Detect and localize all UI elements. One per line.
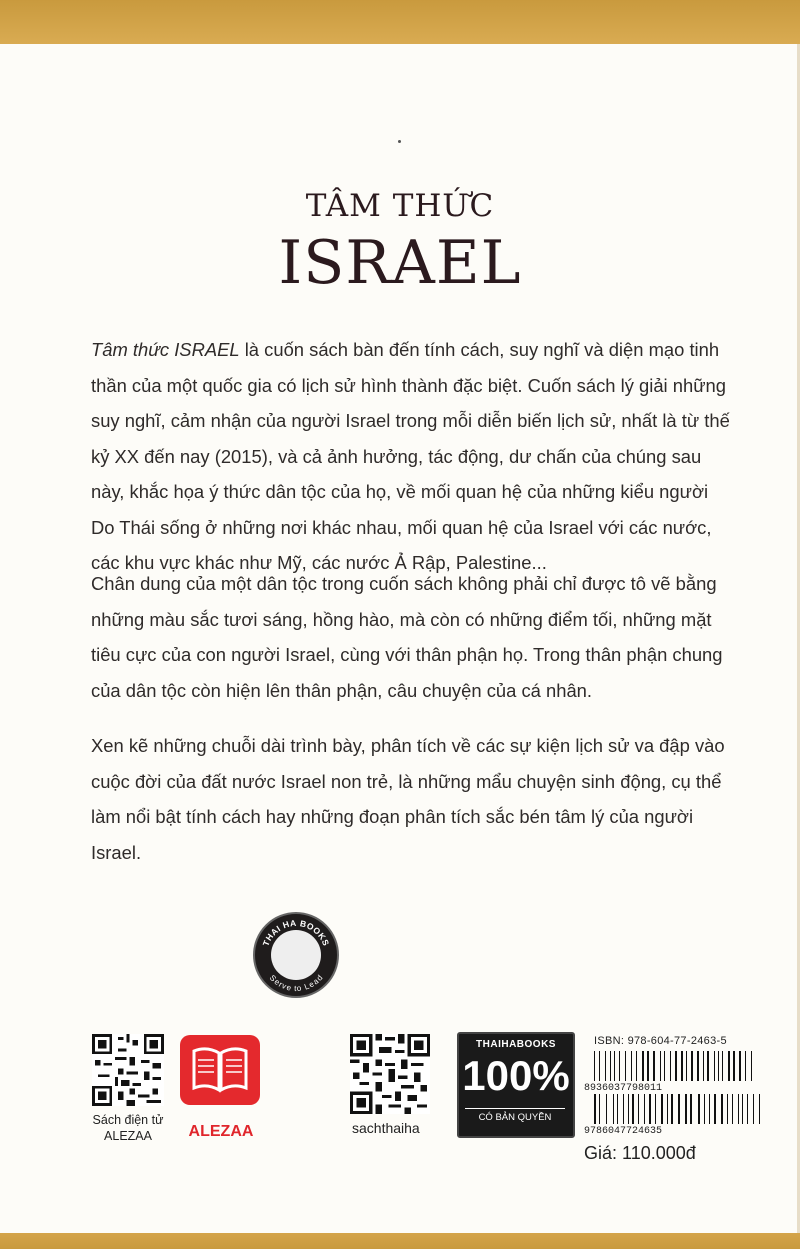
open-book-icon <box>180 1035 260 1105</box>
barcode-bar <box>667 1094 668 1124</box>
alezaa-qr-code[interactable] <box>92 1034 164 1106</box>
barcode-bar <box>681 1051 683 1081</box>
barcode-bar <box>599 1094 600 1124</box>
barcode-bar <box>631 1051 632 1081</box>
description-paragraph-1 <box>91 332 731 581</box>
ornament-dot <box>398 140 401 143</box>
barcode-bar <box>704 1094 705 1124</box>
barcode-bar <box>714 1051 715 1081</box>
svg-text:Serve to Lead <box>268 973 325 993</box>
barcode-bar <box>636 1051 637 1081</box>
description-paragraph-3: Xen kẽ những chuỗi dài trình bày, phân tích về các sự kiện lịch sử va đập vào cuộc đời của đất nước Israel non trẻ, là những mẩu chuyện sinh động, cụ thể làm nổi bật tính cách hay những đoạn phân tích sắc bén tâm lý của người Israel. <box>91 735 725 863</box>
isbn-number: ISBN: 978-604-77-2463-5 <box>594 1035 727 1047</box>
seal-top-text: THAI HA BOOKS <box>260 917 332 948</box>
barcode-bar <box>655 1094 656 1124</box>
barcode-bar <box>697 1051 699 1081</box>
sachthaiha-qr-code[interactable] <box>350 1034 430 1114</box>
alezaa-app-icon[interactable] <box>180 1035 260 1105</box>
paragraph-1-text: là cuốn sách bàn đến tính cách, suy nghĩ và diện mạo tinh thần của một quốc gia có lịch sử hình thành đặc biệt. Cuốn sách lý giải những suy nghĩ, cảm nhận của người Israel trong mỗi diễn biến lịch sử, nhất là từ thế kỷ XX đến nay (2015), và cả ảnh hưởng, tác động, dư chấn của chúng sau này, khắc họa ý thức dân tộc của họ, về mối quan hệ của những kiểu người Do Thái sống ở những nơi khác nhau, mối quan hệ của Israel với các nước, các khu vực khác như Mỹ, các nước Ả Rập, Palestine... <box>91 339 730 573</box>
barcode-bar <box>747 1094 748 1124</box>
barcode-bar <box>675 1051 677 1081</box>
barcode-bar <box>617 1094 618 1124</box>
bottom-color-band <box>0 1233 800 1249</box>
barcode-bar <box>594 1051 595 1081</box>
barcode-bar <box>686 1051 687 1081</box>
barcode-bar <box>707 1051 709 1081</box>
isbn-barcode <box>580 1049 790 1135</box>
description-paragraph-2: Chân dung của một dân tộc trong cuốn sách không phải chỉ được tô vẽ bằng những màu sắc tươi sáng, hồng hào, mà còn có những điểm tối, những mặt tiêu cực của con người Israel, cùng với thân phận họ. Trong thân phận chung của dân tộc còn hiện lên thân phận, câu chuyện của cá nhân. <box>91 573 723 701</box>
barcode-bar <box>721 1094 723 1124</box>
badge-copyright-text: CÓ BẢN QUYỀN <box>465 1108 565 1123</box>
price-label: Giá: 110.000đ <box>584 1143 696 1163</box>
barcode-bar <box>660 1051 661 1081</box>
barcode-bar <box>610 1051 611 1081</box>
caption-line-1: Sách điện tử <box>92 1113 164 1127</box>
barcode-bar <box>742 1094 743 1124</box>
barcode-digits-top: 8936037798011 <box>584 1083 663 1094</box>
barcode-bar <box>632 1094 634 1124</box>
barcode-bar <box>732 1094 733 1124</box>
barcode-bar <box>664 1051 665 1081</box>
barcode-bar <box>691 1051 693 1081</box>
barcode-bar <box>709 1094 710 1124</box>
barcode-bar <box>733 1051 735 1081</box>
barcode-bar <box>619 1051 620 1081</box>
book-title-line1: TÂM THỨC <box>305 188 495 224</box>
barcode-bar <box>727 1094 728 1124</box>
svg-text:THAI HA BOOKS <box>261 918 332 948</box>
sachthaiha-qr-caption: sachthaiha <box>352 1120 420 1136</box>
barcode-bar <box>638 1094 639 1124</box>
barcode-bar <box>594 1094 596 1124</box>
barcode-bar <box>751 1051 752 1081</box>
seal-ring-text <box>255 914 337 996</box>
book-title-line2: ISRAEL <box>278 228 522 298</box>
alezaa-qr-caption <box>86 1112 170 1144</box>
barcode-bar <box>647 1051 649 1081</box>
barcode-bar <box>642 1051 644 1081</box>
barcode-digits-bottom: 9786047724635 <box>584 1126 663 1135</box>
alezaa-brand-text: ALEZAA <box>188 1123 254 1140</box>
barcode-bar <box>599 1051 600 1081</box>
barcode-bar <box>714 1094 716 1124</box>
barcode-bar <box>649 1094 651 1124</box>
barcode-bar <box>605 1051 606 1081</box>
barcode-bar <box>613 1094 614 1124</box>
barcode-bar <box>623 1094 624 1124</box>
badge-percent-text: 100% <box>462 1052 570 1099</box>
barcode-bar <box>685 1094 687 1124</box>
publisher-seal-logo <box>253 912 339 998</box>
barcode-bar <box>739 1051 741 1081</box>
barcode-bar <box>678 1094 680 1124</box>
barcode-bar <box>661 1094 663 1124</box>
barcode-bar <box>625 1051 626 1081</box>
barcode-bar <box>728 1051 730 1081</box>
barcode-bar <box>698 1094 700 1124</box>
barcode-bar <box>644 1094 645 1124</box>
barcode-bar <box>718 1051 719 1081</box>
book-title-italic: Tâm thức ISRAEL <box>91 339 240 360</box>
barcode-bars-top <box>594 1051 752 1081</box>
barcode-bar <box>671 1094 673 1124</box>
barcode-bar <box>614 1051 615 1081</box>
barcode-bar <box>670 1051 671 1081</box>
caption-line-2: ALEZAA <box>104 1129 152 1143</box>
badge-publisher-text: THAIHABOOKS <box>476 1039 556 1050</box>
barcode-bar <box>628 1094 629 1124</box>
barcode-bar <box>753 1094 754 1124</box>
barcode-bar <box>653 1051 655 1081</box>
barcode-bar <box>606 1094 607 1124</box>
copyright-badge <box>457 1032 575 1138</box>
barcode-bar <box>703 1051 704 1081</box>
seal-bottom-text: Serve to Lead <box>267 973 325 994</box>
barcode-bar <box>722 1051 723 1081</box>
top-color-band <box>0 0 800 44</box>
barcode-bar <box>759 1094 760 1124</box>
barcode-bars-bottom <box>594 1094 760 1124</box>
barcode-bar <box>745 1051 746 1081</box>
barcode-bar <box>738 1094 739 1124</box>
barcode-bar <box>690 1094 692 1124</box>
